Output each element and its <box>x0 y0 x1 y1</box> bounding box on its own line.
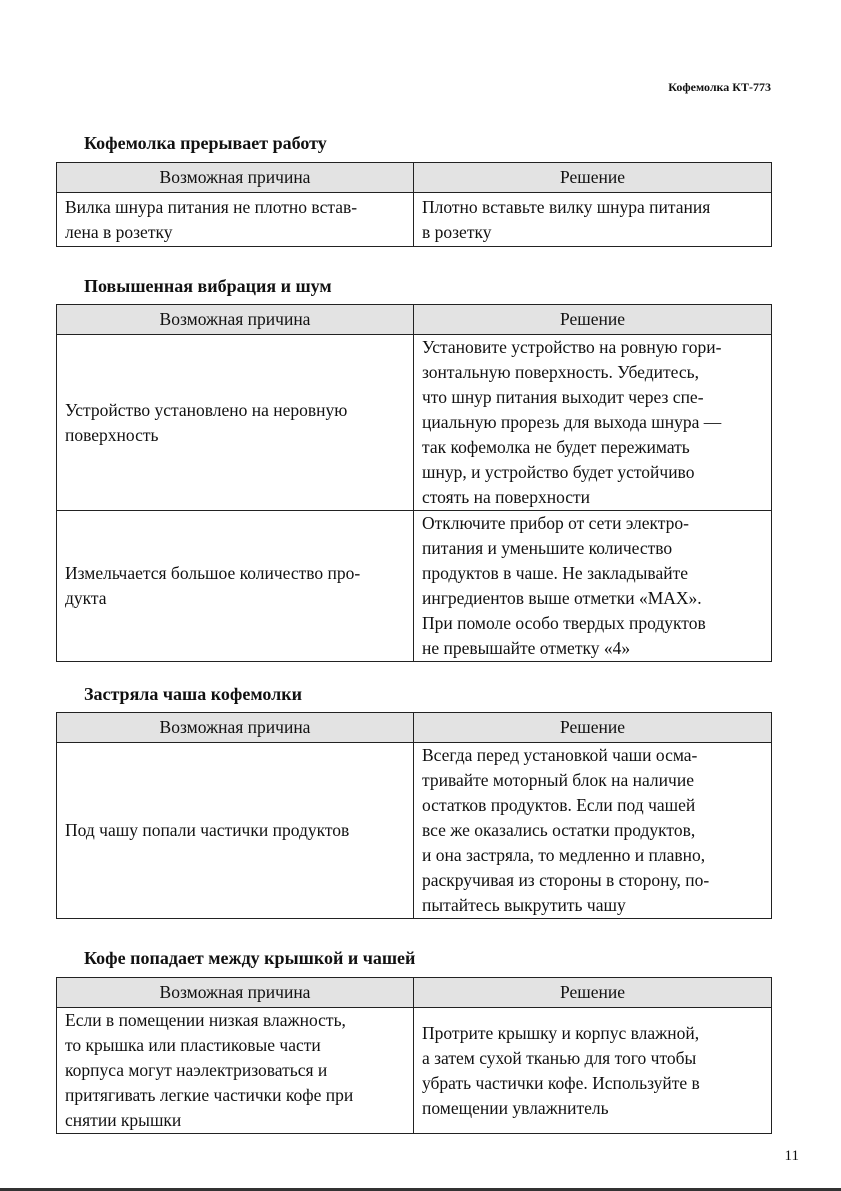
table-row <box>57 335 772 511</box>
cause-line: поверхность <box>65 424 159 445</box>
column-header-cause: Возможная причина <box>57 978 414 1008</box>
page-number: 11 <box>784 1148 799 1164</box>
column-header-solution: Решение <box>414 978 772 1008</box>
table-row <box>57 511 772 662</box>
column-header-solution: Решение <box>414 713 772 743</box>
solution-line: При помоле особо твердых продуктов <box>422 613 706 633</box>
table-header-row <box>57 163 772 193</box>
solution-line: пытайтесь выкрутить чашу <box>422 895 626 915</box>
solution-line: Протрите крышку и корпус влажной, <box>422 1022 700 1043</box>
troubleshooting-table <box>56 977 772 1134</box>
cause-cell <box>57 743 414 919</box>
solution-line: циальную прорезь для выхода шнура — <box>422 412 722 432</box>
cause-line: Вилка шнура питания не плотно встав- <box>65 196 358 217</box>
column-header-cause: Возможная причина <box>57 713 414 743</box>
solution-line: помещении увлажнитель <box>422 1097 609 1118</box>
column-header-solution: Решение <box>414 163 772 193</box>
solution-line: продуктов в чаше. Не закладывайте <box>422 563 688 583</box>
troubleshooting-table <box>56 304 772 662</box>
cause-cell <box>57 193 414 247</box>
section-title: Повышенная вибрация и шум <box>84 276 332 296</box>
troubleshooting-table <box>56 712 772 919</box>
table-header-row <box>57 713 772 743</box>
solution-line: раскручивая из стороны в сторону, по- <box>422 870 710 890</box>
solution-cell <box>414 743 772 919</box>
page-header: Кофемолка КТ-773 <box>668 80 771 94</box>
cause-cell <box>57 335 414 511</box>
table-row <box>57 1008 772 1134</box>
solution-cell <box>414 1008 772 1134</box>
solution-line: остатков продуктов. Если под чашей <box>422 795 696 815</box>
solution-line: все же оказались остатки продуктов, <box>422 820 696 840</box>
table-header-row <box>57 978 772 1008</box>
solution-cell <box>414 193 772 247</box>
solution-line: убрать частички кофе. Используйте в <box>422 1072 700 1093</box>
solution-line: питания и уменьшите количество <box>422 538 673 558</box>
column-header-solution: Решение <box>414 305 772 335</box>
cause-line: притягивать легкие частички кофе при <box>65 1085 354 1105</box>
solution-cell <box>414 511 772 662</box>
column-header-cause: Возможная причина <box>57 305 414 335</box>
solution-line: ингредиентов выше отметки «MAX». <box>422 588 702 608</box>
cause-line: корпуса могут наэлектризоваться и <box>65 1060 328 1080</box>
cause-line: лена в розетку <box>65 221 173 242</box>
cause-line: снятии крышки <box>65 1110 182 1130</box>
table-row <box>57 743 772 919</box>
column-header-cause: Возможная причина <box>57 163 414 193</box>
solution-line: стоять на поверхности <box>422 487 591 507</box>
troubleshooting-table <box>56 162 772 247</box>
solution-line: Установите устройство на ровную гори- <box>422 337 722 357</box>
cause-line: то крышка или пластиковые части <box>65 1035 321 1055</box>
cause-cell <box>57 511 414 662</box>
solution-line: шнур, и устройство будет устойчиво <box>422 462 695 482</box>
solution-line: так кофемолка не будет пережимать <box>422 437 690 457</box>
section-title: Застряла чаша кофемолки <box>84 684 302 704</box>
solution-line: Всегда перед установкой чаши осма- <box>422 745 698 765</box>
solution-line: Плотно вставьте вилку шнура питания <box>422 196 711 217</box>
solution-line: а затем сухой тканью для того чтобы <box>422 1047 697 1068</box>
section-title: Кофемолка прерывает работу <box>84 133 327 153</box>
solution-cell <box>414 335 772 511</box>
cause-line: Под чашу попали частички продуктов <box>65 820 350 840</box>
cause-line: Если в помещении низкая влажность, <box>65 1010 346 1030</box>
solution-line: в розетку <box>422 221 492 242</box>
section-title: Кофе попадает между крышкой и чашей <box>84 948 416 968</box>
solution-line: Отключите прибор от сети электро- <box>422 513 689 533</box>
solution-line: тривайте моторный блок на наличие <box>422 770 694 790</box>
table-row <box>57 193 772 247</box>
solution-line: что шнур питания выходит через спе- <box>422 387 704 407</box>
cause-line: Устройство установлено на неровную <box>65 399 348 420</box>
solution-line: не превышайте отметку «4» <box>422 638 631 658</box>
table-header-row <box>57 305 772 335</box>
cause-cell <box>57 1008 414 1134</box>
solution-line: зонтальную поверхность. Убедитесь, <box>422 362 699 382</box>
solution-line: и она застряла, то медленно и плавно, <box>422 845 706 865</box>
cause-line: Измельчается большое количество про- <box>65 563 361 583</box>
cause-line: дукта <box>65 588 107 608</box>
